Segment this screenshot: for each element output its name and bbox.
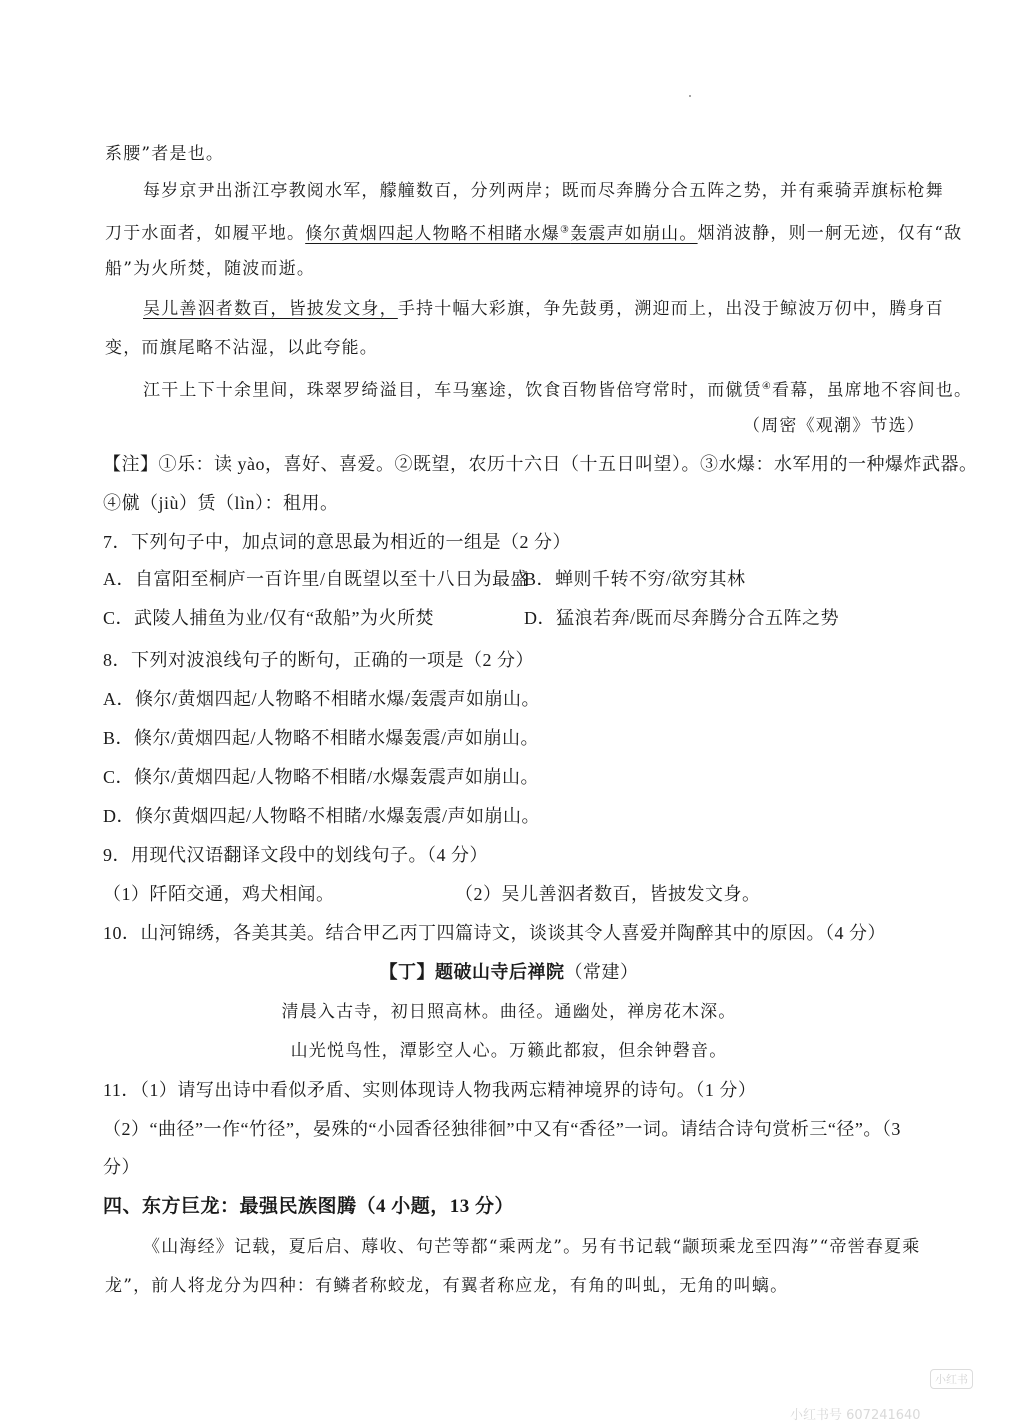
wavy-line-sentence: 倏尔黄烟四起人物略不相睹水爆③轰震声如崩山。 — [305, 223, 698, 244]
poem-line-2: 山光悦鸟性，潭影空人心。万籁此都寂，但余钟磬音。 — [290, 1041, 728, 1061]
passage-source: （周密《观潮》节选） — [743, 416, 925, 436]
q8-option-d: D．倏尔黄烟四起/人物略不相睹/水爆轰震/声如崩山。 — [103, 806, 540, 826]
section-4-paragraph-line-2: 龙”，前人将龙分为四种：有鳞者称蛟龙，有翼者称应龙，有角的叫虬，无角的叫螭。 — [105, 1276, 789, 1296]
q8-option-a: A．倏尔/黄烟四起/人物略不相睹水爆/轰震声如崩山。 — [103, 689, 540, 709]
notes-line-2: ④僦（jiù）赁（lìn）：租用。 — [103, 493, 339, 513]
notes-line-1: 【注】①乐：读 yào，喜好、喜爱。②既望，农历十六日（十五日叫望）。③水爆：水军用的一种爆炸武器。 — [103, 454, 978, 474]
passage-p2-line-1: 每岁京尹出浙江亭教阅水军，艨艟数百，分列两岸；既而尽奔腾分合五阵之势，并有乘骑弄旗标枪舞 — [143, 181, 944, 201]
passage-p2-line-2 — [105, 218, 962, 246]
passage-p4-line-1: 江干上下十余里间，珠翠罗绮溢目，车马塞途，饮食百物皆倍穹常时，而僦赁④看幕，虽席地不容间也。 — [143, 380, 973, 401]
q7-option-c: C．武陵人捕鱼为业/仅有“敌船”为火所焚 — [103, 608, 434, 628]
underlined-sentence: 吴儿善泅者数百，皆披发文身， — [143, 299, 398, 319]
scan-speck — [689, 95, 691, 97]
section-4-paragraph-line-1: 《山海经》记载，夏后启、蓐收、句芒等都“乘两龙”。另有书记载“颛顼乘龙至四海”“帝喾春夏乘 — [143, 1237, 921, 1257]
poem-line-1: 清晨入古寺，初日照高林。曲径。通幽处，禅房花木深。 — [281, 1002, 737, 1022]
passage-text: 烟消波静，则一舸无迹，仅有“敌 — [697, 223, 963, 244]
q9-stem: 9．用现代汉语翻译文段中的划线句子。（4 分） — [103, 845, 488, 865]
q7-option-a: A．自富阳至桐庐一百许里/自既望以至十八日为最盛 — [103, 569, 529, 589]
passage-text: 手持十幅大彩旗，争先鼓勇，溯迎而上，出没于鲸波万仞中，腾身百 — [397, 299, 944, 319]
passage-line-1: 系腰”者是也。 — [105, 144, 225, 164]
passage-p2-line-3: 船”为火所焚，随波而逝。 — [105, 259, 316, 279]
passage-p3-line-1 — [143, 297, 944, 321]
q7-option-d: D．猛浪若奔/既而尽奔腾分合五阵之势 — [524, 608, 839, 628]
q8-stem: 8．下列对波浪线句子的断句，正确的一项是（2 分） — [103, 650, 534, 670]
passage-text: 刀于水面者，如履平地。 — [105, 223, 306, 244]
q10-stem: 10．山河锦绣，各美其美。结合甲乙丙丁四篇诗文，谈谈其令人喜爱并陶醉其中的原因。（4 分） — [103, 923, 886, 943]
poem-title: 【丁】题破山寺后禅院 — [379, 962, 565, 982]
q11-part-1: 11．（1）请写出诗中看似矛盾、实则体现诗人物我两忘精神境界的诗句。（1 分） — [103, 1080, 757, 1100]
q11-part-2-line-2: 分） — [103, 1157, 140, 1177]
q8-option-c: C．倏尔/黄烟四起/人物略不相睹/水爆轰震声如崩山。 — [103, 767, 540, 787]
q7-stem: 7．下列句子中，加点词的意思最为相近的一组是（2 分） — [103, 532, 571, 552]
watermark-text: 小红书号 607241640 — [790, 1408, 921, 1423]
poem-author: （常建） — [564, 962, 639, 982]
q8-option-b: B．倏尔/黄烟四起/人物略不相睹水爆轰震/声如崩山。 — [103, 728, 540, 748]
q7-option-b: B．蝉则千转不穷/欲穷其林 — [524, 569, 746, 589]
q9-sentence-1: （1）阡陌交通，鸡犬相闻。 — [103, 884, 335, 904]
passage-p3-line-2: 变，而旗尾略不沾湿，以此夸能。 — [105, 338, 378, 358]
q11-part-2-line-1: （2）“曲径”一作“竹径”，晏殊的“小园香径独徘徊”中又有“香径”一词。请结合诗句赏析三“径”。（3 — [103, 1119, 901, 1139]
watermark-logo: 小红书 — [930, 1369, 973, 1389]
section-4-heading: 四、东方巨龙：最强民族图腾（4 小题，13 分） — [103, 1196, 515, 1217]
q9-sentence-2: （2）吴儿善泅者数百，皆披发文身。 — [455, 884, 761, 904]
poem-heading — [0, 960, 1018, 984]
